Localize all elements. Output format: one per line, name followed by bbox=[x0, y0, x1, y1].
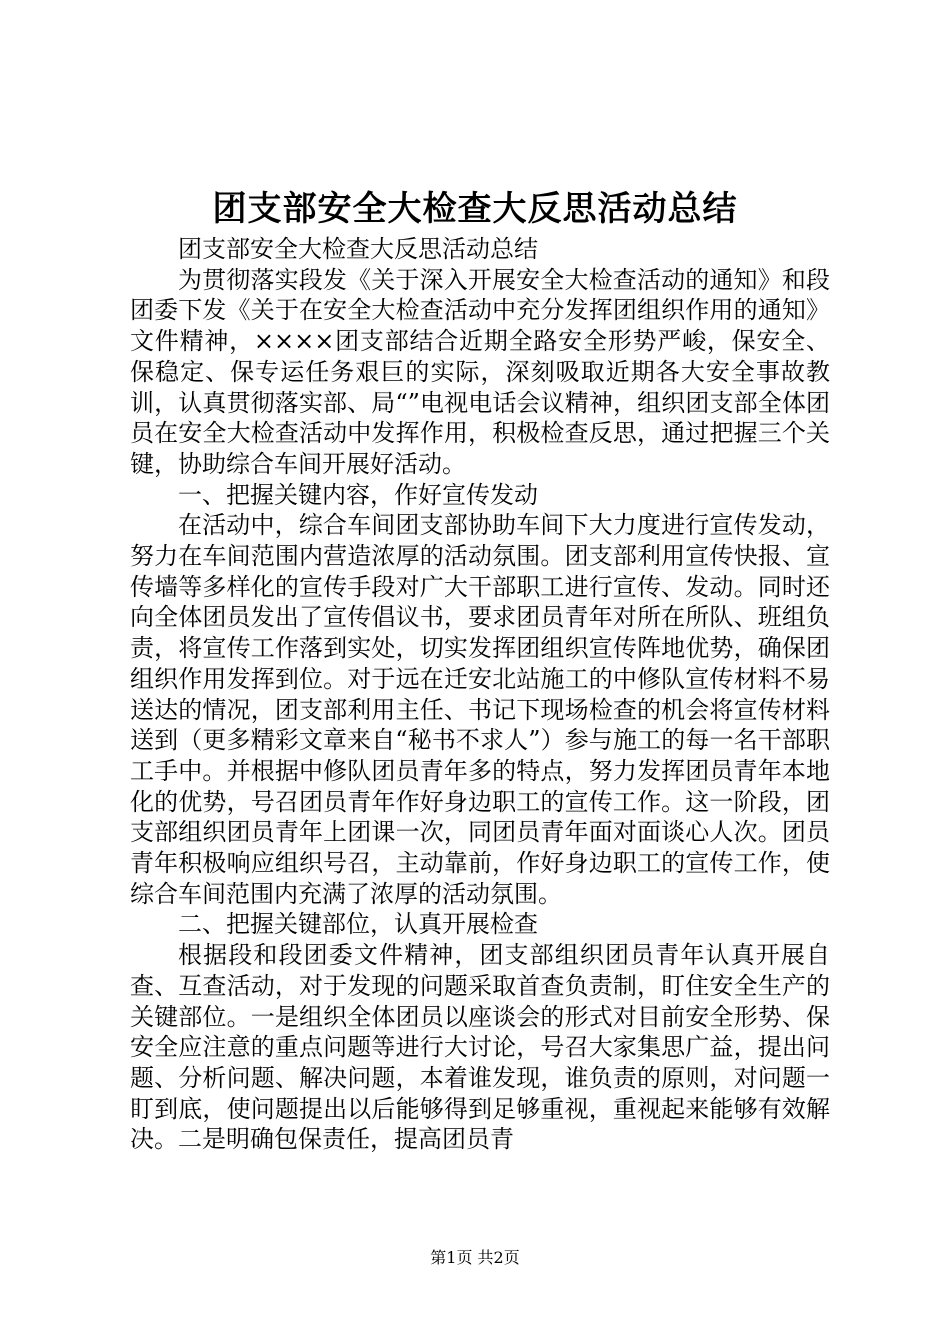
section-heading-1: 一、把握关键内容，作好宣传发动 bbox=[178, 480, 538, 509]
section-2-paragraph: 根据段和段团委文件精神，团支部组织团员青年认真开展自查、互查活动，对于发现的问题采取首查负责制，盯住安全生产的关键部位。一是组织全体团员以座谈会的形式对目前安全形势、保安全应注意的重点问题等进行大讨论，号召大家集思广益，提出问题、分析问题、解决问题，本着谁发现，谁负责的原则，对问题一盯到底，使问题提出以后能够得到足够重视，重视起来能够有效解决。二是明确包保责任，提高团员青 bbox=[130, 941, 830, 1154]
document-body bbox=[130, 234, 830, 1155]
intro-paragraph: 为贯彻落实段发《关于深入开展安全大检查活动的通知》和段团委下发《关于在安全大检查活动中充分发挥团组织作用的通知》文件精神，××××团支部结合近期全路安全形势严峻，保安全、保稳定、保专运任务艰巨的实际，深刻吸取近期各大安全事故教训，认真贯彻落实部、局“”电视电话会议精神，组织团支部全体团员在安全大检查活动中发挥作用，积极检查反思，通过把握三个关键，协助综合车间开展好活动。 bbox=[130, 265, 830, 478]
page-title: 团支部安全大检查大反思活动总结 bbox=[212, 189, 738, 229]
page-number-footer: 第1页 共2页 bbox=[430, 1248, 520, 1267]
section-1-paragraph: 在活动中，综合车间团支部协助车间下大力度进行宣传发动，努力在车间范围内营造浓厚的活动氛围。团支部利用宣传快报、宣传墙等多样化的宣传手段对广大干部职工进行宣传、发动。同时还向全体团员发出了宣传倡议书，要求团员青年对所在所队、班组负责，将宣传工作落到实处，切实发挥团组织宣传阵地优势，确保团组织作用发挥到位。对于远在迁安北站施工的中修队宣传材料不易送达的情况，团支部利用主任、书记下现场检查的机会将宣传材料送到（更多精彩文章来自“秘书不求人”）参与施工的每一名干部职工手中。并根据中修队团员青年多的特点，努力发挥团员青年本地化的优势，号召团员青年作好身边职工的宣传工作。这一阶段，团支部组织团员青年上团课一次，同团员青年面对面谈心人次。团员青年积极响应组织号召，主动靠前，作好身边职工的宣传工作，使综合车间范围内充满了浓厚的活动氛围。 bbox=[130, 511, 830, 908]
section-heading-2: 二、把握关键部位，认真开展检查 bbox=[178, 910, 538, 939]
subtitle-paragraph: 团支部安全大检查大反思活动总结 bbox=[178, 235, 538, 263]
